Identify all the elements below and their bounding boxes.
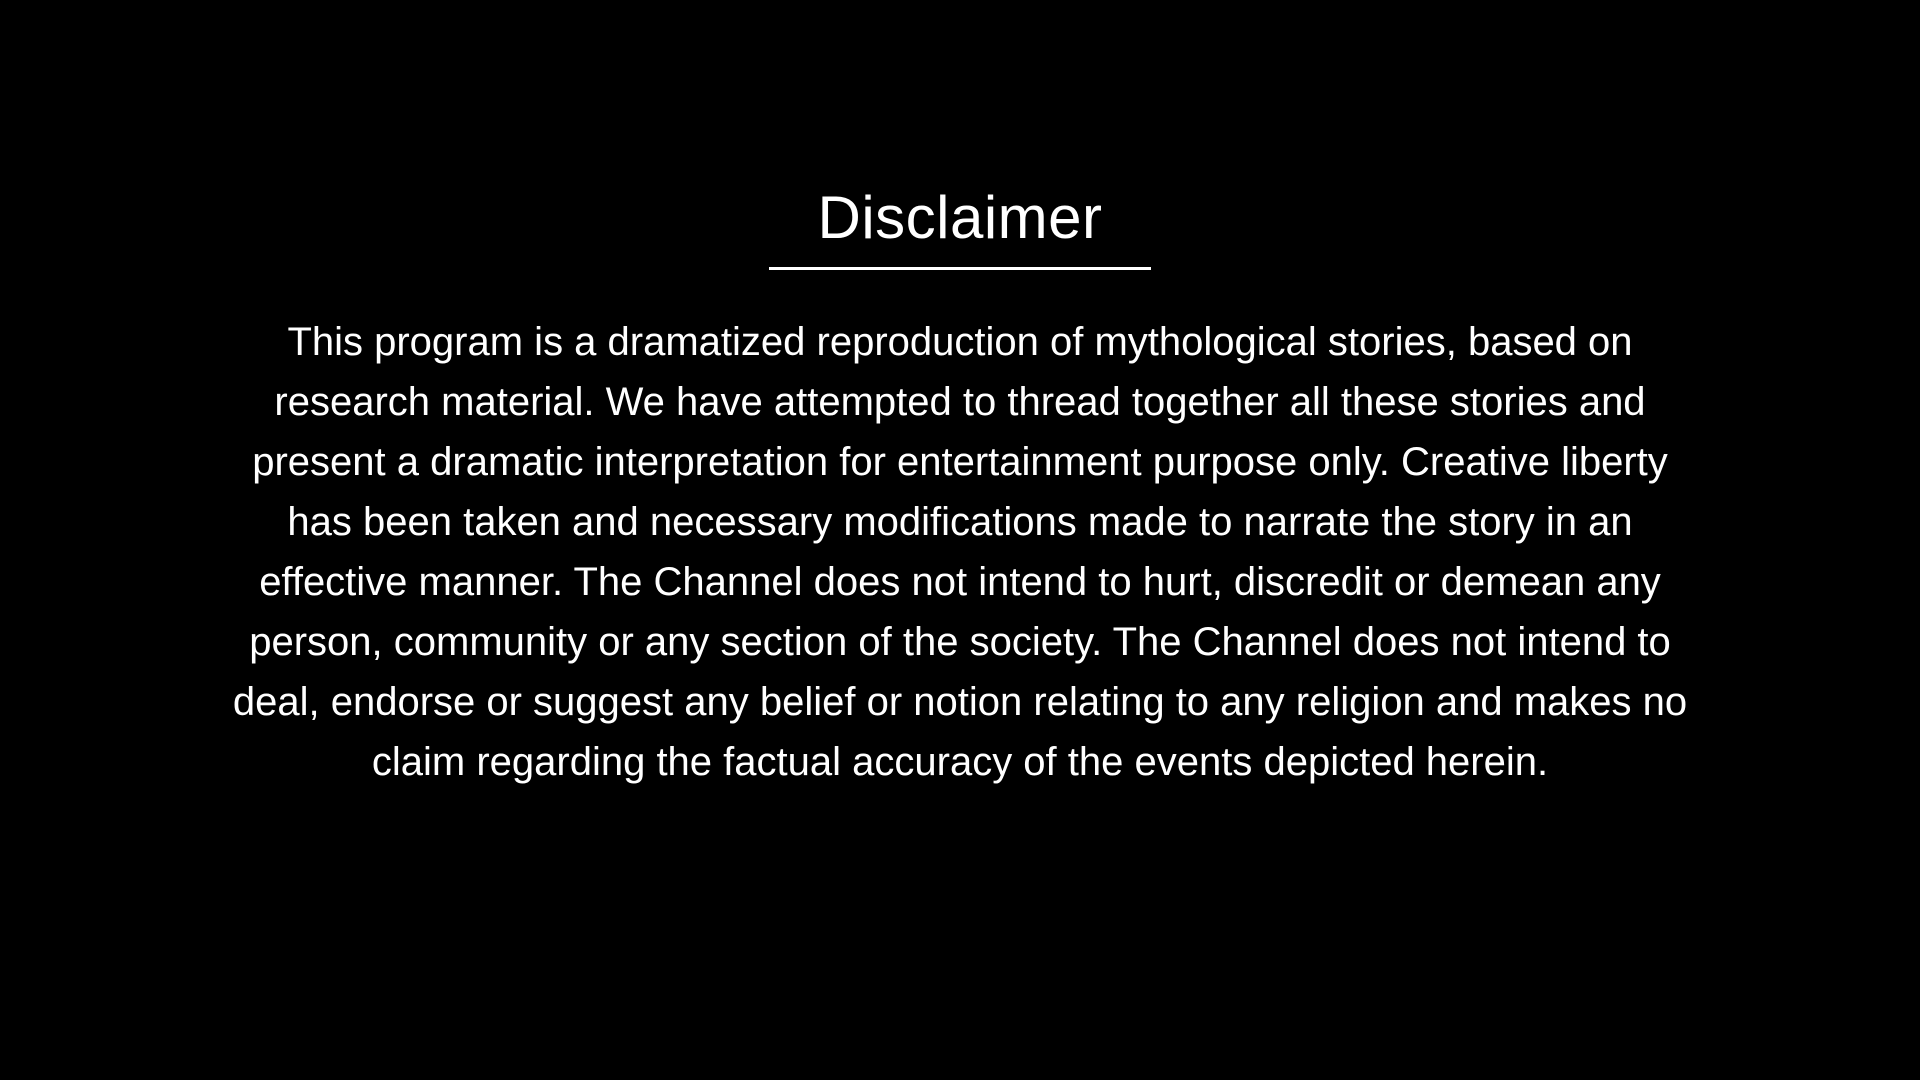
disclaimer-line: deal, endorse or suggest any belief or notion relating to any religion and makes no: [232, 680, 1688, 724]
disclaimer-line: research material. We have attempted to thread together all these stories and: [274, 380, 1646, 424]
disclaimer-line: claim regarding the factual accuracy of the events depicted herein.: [371, 740, 1549, 784]
disclaimer-line: This program is a dramatized reproduction of mythological stories, based on: [287, 320, 1633, 364]
disclaimer-line: effective manner. The Channel does not intend to hurt, discredit or demean any: [259, 560, 1661, 604]
disclaimer-line: person, community or any section of the society. The Channel does not intend to: [249, 620, 1671, 664]
disclaimer-body: [0, 312, 1920, 792]
disclaimer-line: has been taken and necessary modifications made to narrate the story in an: [287, 500, 1633, 544]
disclaimer-title: Disclaimer: [817, 184, 1103, 251]
title-underline-divider: [769, 267, 1151, 270]
disclaimer-line: present a dramatic interpretation for entertainment purpose only. Creative liberty: [252, 440, 1668, 484]
